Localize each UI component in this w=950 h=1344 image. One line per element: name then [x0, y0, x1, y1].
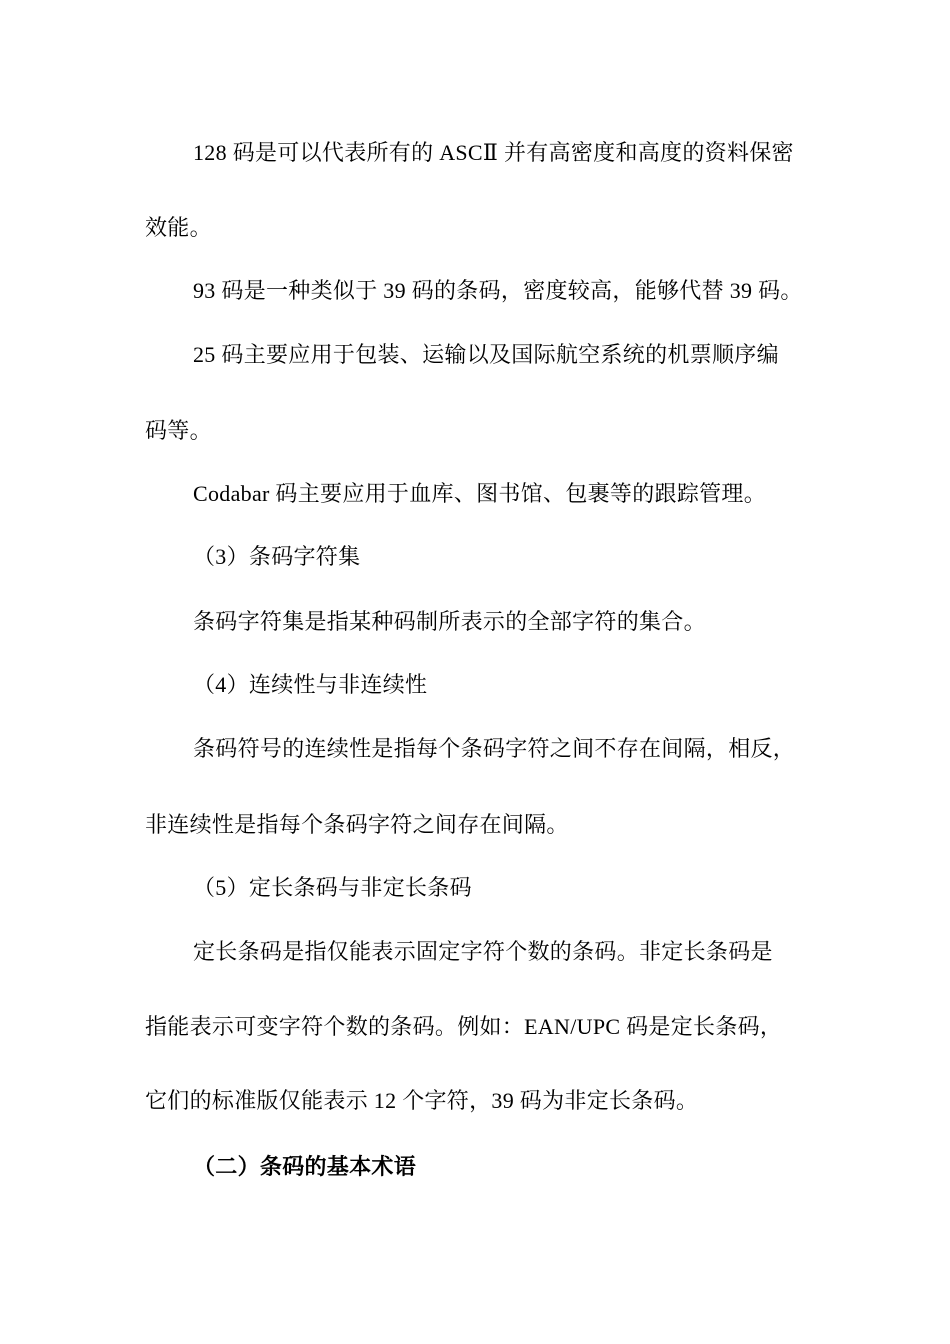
section-heading-basic-terms: （二）条码的基本术语	[193, 1154, 417, 1179]
paragraph-25-code-line-1: 25 码主要应用于包装、运输以及国际航空系统的机票顺序编	[193, 342, 779, 367]
paragraph-continuity-line-2: 非连续性是指每个条码字符之间存在间隔。	[145, 812, 569, 837]
paragraph-128-code-line-2: 效能。	[145, 215, 212, 240]
paragraph-128-code-line-1: 128 码是可以代表所有的 ASCⅡ 并有高密度和高度的资料保密	[193, 140, 794, 165]
paragraph-codabar: Codabar 码主要应用于血库、图书馆、包裹等的跟踪管理。	[193, 481, 767, 506]
paragraph-93-code: 93 码是一种类似于 39 码的条码，密度较高，能够代替 39 码。	[193, 278, 803, 303]
paragraph-fixed-length-line-3: 它们的标准版仅能表示 12 个字符，39 码为非定长条码。	[145, 1088, 699, 1113]
paragraph-25-code-line-2: 码等。	[145, 418, 212, 443]
heading-character-set: （3）条码字符集	[193, 544, 361, 569]
paragraph-character-set: 条码字符集是指某种码制所表示的全部字符的集合。	[193, 609, 706, 634]
heading-continuity: （4）连续性与非连续性	[193, 672, 428, 697]
paragraph-continuity-line-1: 条码符号的连续性是指每个条码字符之间不存在间隔，相反，	[193, 736, 796, 761]
heading-fixed-length: （5）定长条码与非定长条码	[193, 875, 472, 900]
paragraph-fixed-length-line-1: 定长条码是指仅能表示固定字符个数的条码。非定长条码是	[193, 939, 773, 964]
paragraph-fixed-length-line-2: 指能表示可变字符个数的条码。例如：EAN/UPC 码是定长条码，	[145, 1014, 783, 1039]
